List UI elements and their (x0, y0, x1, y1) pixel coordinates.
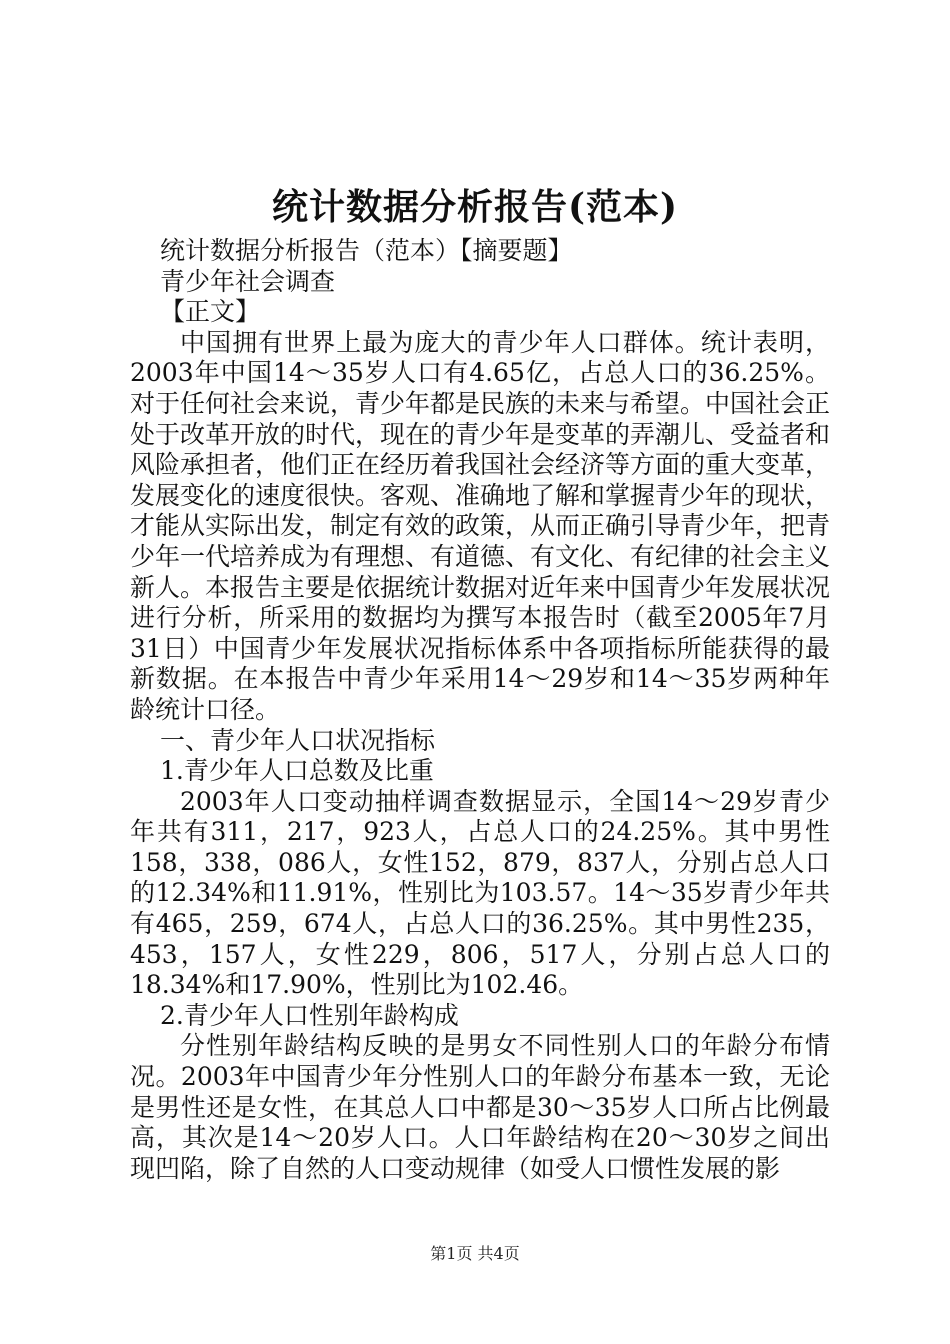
abstract-text: 青少年社会调查 (160, 266, 336, 296)
page-footer: 第1页 共4页 (430, 1244, 520, 1263)
abstract-heading: 统计数据分析报告（范本）【摘要题】 (160, 236, 573, 265)
document-body (130, 236, 830, 1184)
section-heading: 一、青少年人口状况指标 (160, 725, 436, 755)
subsection-heading: 2.青少年人口性别年龄构成 (160, 1000, 459, 1030)
subsection-heading: 1.青少年人口总数及比重 (160, 756, 434, 786)
body-paragraph: 2003年人口变动抽样调查数据显示，全国14～29岁青少年共有311，217，923人，占总人口的24.25%。其中男性158，338，086人，女性152，879，837人，分别占总人口的12.34%和11.91%，性别比为103.57。14～35岁青少年共有465，259，674人，占总人口的36.25%。其中男性235，453，157人，女性229，806，517人，分别占总人口的18.34%和17.90%，性别比为102.46。 (130, 786, 830, 1000)
body-paragraph: 分性别年龄结构反映的是男女不同性别人口的年龄分布情况。2003年中国青少年分性别人口的年龄分布基本一致，无论是男性还是女性，在其总人口中都是30～35岁人口所占比例最高，其次是14～20岁人口。人口年龄结构在20～30岁之间出现凹陷，除了自然的人口变动规律（如受人口惯性发展的影 (130, 1031, 830, 1183)
body-paragraph: 中国拥有世界上最为庞大的青少年人口群体。统计表明，2003年中国14～35岁人口有4.65亿，占总人口的36.25%。对于任何社会来说，青少年都是民族的未来与希望。中国社会正处于改革开放的时代，现在的青少年是变革的弄潮儿、受益者和风险承担者，他们正在经历着我国社会经济等方面的重大变革，发展变化的速度很快。客观、准确地了解和掌握青少年的现状，才能从实际出发，制定有效的政策，从而正确引导青少年，把青少年一代培养成为有理想、有道德、有文化、有纪律的社会主义新人。本报告主要是依据统计数据对近年来中国青少年发展状况进行分析，所采用的数据均为撰写本报告时（截至2005年7月31日）中国青少年发展状况指标体系中各项指标所能获得的最新数据。在本报告中青少年采用14～29岁和14～35岁两种年龄统计口径。 (130, 327, 831, 724)
main-text-heading: 【正文】 (160, 297, 261, 327)
document-title: 统计数据分析报告(范本) (271, 186, 679, 228)
